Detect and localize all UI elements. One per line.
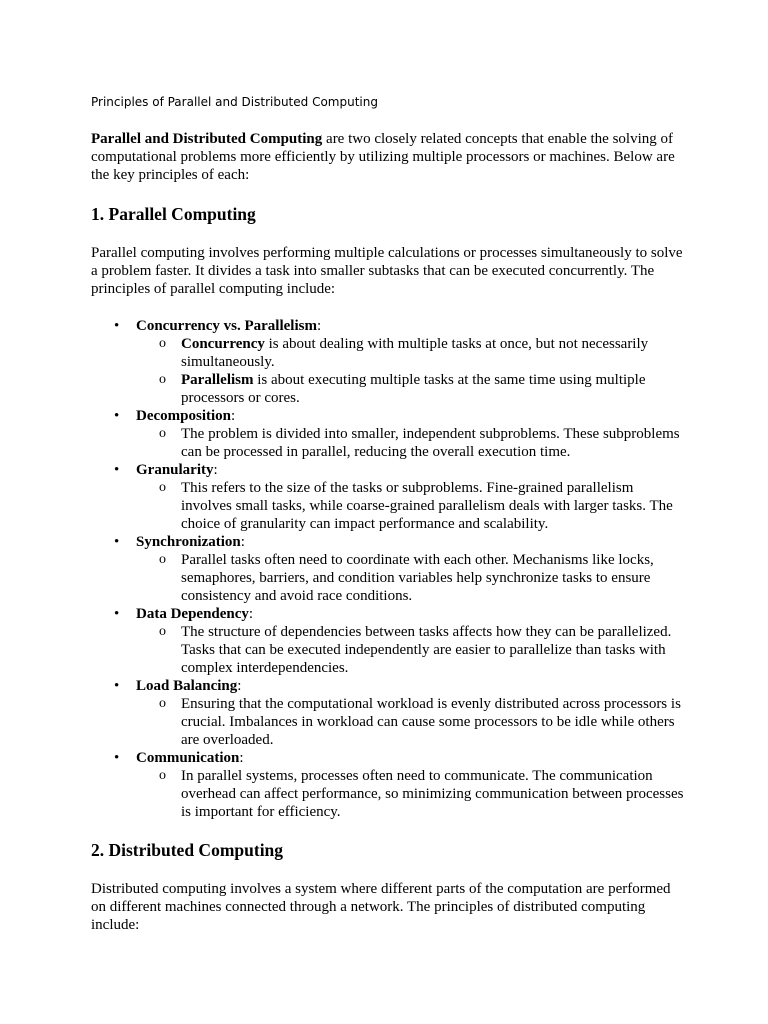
- distributed-computing-heading: 2. Distributed Computing: [91, 840, 284, 860]
- principle-detail: [136, 551, 686, 605]
- detail-text: is about executing multiple tasks at the same time using multiple processors or cores.: [181, 372, 646, 406]
- principle-detail: [136, 767, 686, 821]
- bullet-icon: •: [114, 606, 120, 622]
- intro-paragraph: [91, 130, 686, 184]
- bullet-icon: •: [114, 408, 120, 424]
- intro-bold-term: Parallel and Distributed Computing: [91, 131, 323, 147]
- sub-bullet-icon: o: [159, 426, 166, 441]
- distributed-computing-description: Distributed computing involves a system where different parts of the computation are performed on different machines connected through a network. The principles of distributed computing include:: [91, 881, 671, 933]
- principle-title-colon: :: [213, 462, 218, 478]
- principle-detail: [136, 479, 686, 533]
- detail-text: The structure of dependencies between tasks affects how they can be parallelized. Tasks that can be executed independently are easier to parallelize than tasks with complex interdependencies.: [181, 624, 672, 676]
- principle-title: Decomposition: [136, 408, 231, 424]
- principle-title: Communication: [136, 750, 240, 766]
- bullet-icon: •: [114, 534, 120, 550]
- parallel-principles-list: [91, 317, 686, 821]
- document-body: [91, 130, 686, 934]
- detail-text: Parallel tasks often need to coordinate with each other. Mechanisms like locks, semaphores, barriers, and condition variables help synchronize tasks to ensure consistency and avoid race conditions.: [181, 552, 654, 604]
- bullet-icon: •: [114, 750, 120, 766]
- principle-title: Granularity: [136, 462, 214, 478]
- principle-detail: [136, 695, 686, 749]
- intro-text: are two closely related concepts that enable the solving of computational problems more efficiently by utilizing multiple processors or machines. Below are the key principles of each:: [91, 131, 675, 183]
- detail-text: The problem is divided into smaller, independent subproblems. These subproblems can be processed in parallel, reducing the overall execution time.: [181, 426, 680, 460]
- principle-detail: [136, 623, 686, 677]
- principle-item: [91, 605, 686, 677]
- principle-detail: [136, 371, 686, 407]
- principle-title: Data Dependency: [136, 606, 249, 622]
- principle-details-list: [136, 479, 686, 533]
- principle-title: Synchronization: [136, 534, 241, 550]
- sub-bullet-icon: o: [159, 696, 166, 711]
- principle-title-colon: :: [239, 750, 244, 766]
- principle-title: Load Balancing: [136, 678, 238, 694]
- parallel-computing-heading: 1. Parallel Computing: [91, 204, 256, 224]
- principle-item: [91, 461, 686, 533]
- principle-details-list: [136, 623, 686, 677]
- detail-text: Ensuring that the computational workload is evenly distributed across processors is crucial. Imbalances in workload can cause some processors to be idle while others are overloaded.: [181, 696, 681, 748]
- principle-details-list: [136, 551, 686, 605]
- detail-bold-term: Concurrency: [181, 336, 265, 352]
- principle-details-list: [136, 695, 686, 749]
- principle-title-colon: :: [237, 678, 242, 694]
- principle-item: [91, 533, 686, 605]
- principle-title-colon: :: [240, 534, 245, 550]
- sub-bullet-icon: o: [159, 768, 166, 783]
- principle-item: [91, 407, 686, 461]
- principle-item: [91, 317, 686, 407]
- detail-text: This refers to the size of the tasks or subproblems. Fine-grained parallelism involves small tasks, while coarse-grained parallelism deals with larger tasks. The choice of granularity can impact performance and scalability.: [181, 480, 673, 532]
- principle-item: [91, 749, 686, 821]
- principle-title: Concurrency vs. Parallelism: [136, 318, 317, 334]
- sub-bullet-icon: o: [159, 372, 166, 387]
- bullet-icon: •: [114, 462, 120, 478]
- detail-bold-term: Parallelism: [181, 372, 254, 388]
- principle-details-list: [136, 425, 686, 461]
- bullet-icon: •: [114, 678, 120, 694]
- sub-bullet-icon: o: [159, 552, 166, 567]
- detail-text: In parallel systems, processes often need to communicate. The communication overhead can affect performance, so minimizing communication between processes is important for efficiency.: [181, 768, 684, 820]
- parallel-computing-description: Parallel computing involves performing multiple calculations or processes simultaneously to solve a problem faster. It divides a task into smaller subtasks that can be executed concurrently. The principles of parallel computing include:: [91, 245, 683, 297]
- principle-details-list: [136, 335, 686, 407]
- principle-title-colon: :: [316, 318, 322, 334]
- principle-detail: [136, 335, 686, 371]
- sub-bullet-icon: o: [159, 480, 166, 495]
- principle-details-list: [136, 767, 686, 821]
- principle-detail: [136, 425, 686, 461]
- bullet-icon: •: [114, 318, 120, 334]
- sub-bullet-icon: o: [159, 624, 166, 639]
- sub-bullet-icon: o: [159, 336, 166, 351]
- principle-title-colon: :: [248, 606, 254, 622]
- detail-text: is about dealing with multiple tasks at once, but not necessarily simultaneously.: [181, 336, 649, 370]
- document-title: Principles of Parallel and Distributed Computing: [91, 95, 378, 109]
- principle-title-colon: :: [231, 408, 236, 424]
- principle-item: [91, 677, 686, 749]
